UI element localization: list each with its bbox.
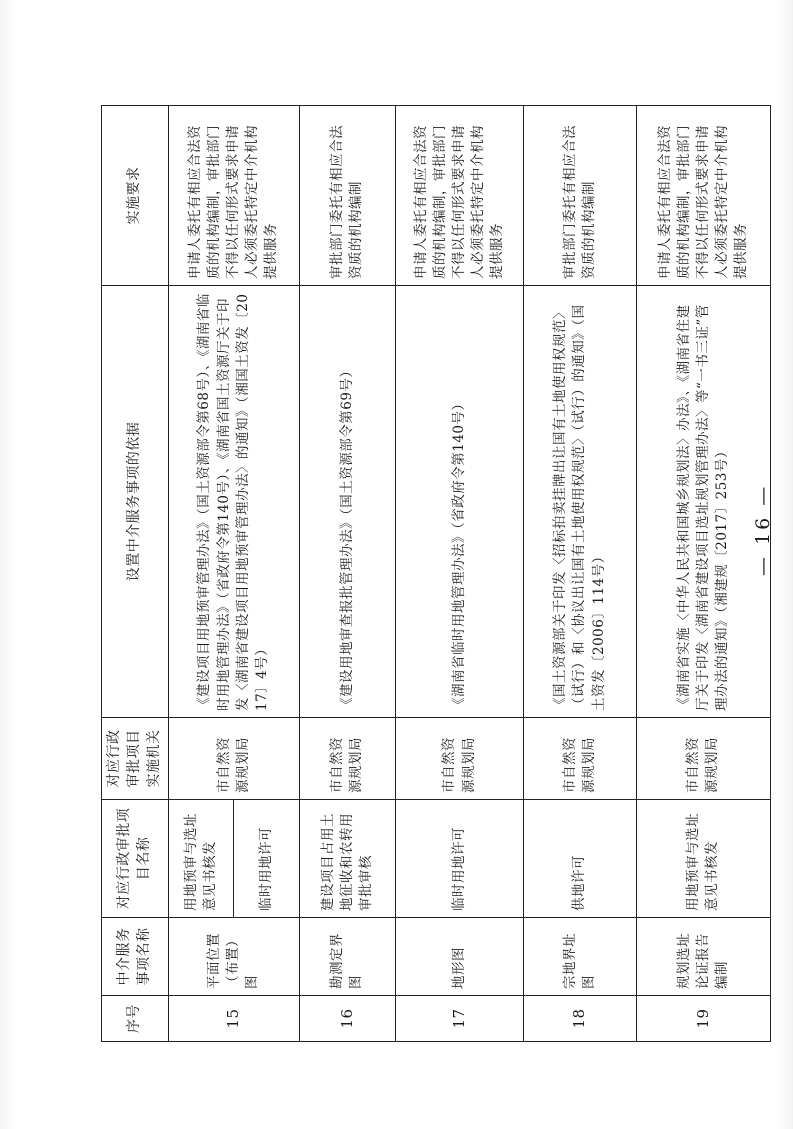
row-admin-item: 建设项目占用土地征收和农转用审批审核 — [299, 800, 395, 918]
row-requirement: 审批部门委托有相应合法资质的机构编制 — [524, 106, 637, 286]
row-authority: 市自然资源规划局 — [168, 718, 299, 800]
row-seq: 16 — [299, 996, 395, 1042]
row-agency-item: 地形图 — [396, 918, 524, 996]
table-row — [168, 106, 234, 1042]
table-row — [524, 106, 637, 1042]
row-basis: 《湖南省临时用地管理办法》（省政府令第140号） — [396, 286, 524, 718]
row-seq: 19 — [636, 996, 770, 1042]
row-admin-item: 供地许可 — [524, 800, 637, 918]
page-number: — 16 — — [752, 483, 774, 576]
row-agency-item: 宗地界址图 — [524, 918, 637, 996]
row-admin-item: 临时用地许可 — [396, 800, 524, 918]
header-seq: 序号 — [102, 996, 169, 1042]
intermediary-services-table — [101, 105, 771, 1042]
table-row — [299, 106, 395, 1042]
header-agency-item: 中介服务事项名称 — [102, 918, 169, 996]
rotated-table-container — [101, 106, 771, 1042]
row-authority: 市自然资源规划局 — [524, 718, 637, 800]
row-requirement: 审批部门委托有相应合法资质的机构编制 — [299, 106, 395, 286]
row-authority: 市自然资源规划局 — [396, 718, 524, 800]
row-admin-item: 用地预审与选址意见书核发 — [636, 800, 770, 918]
table-row — [636, 106, 770, 1042]
row-seq: 18 — [524, 996, 637, 1042]
row-requirement: 申请人委托有相应合法资质的机构编制，审批部门不得以任何形式要求申请人必须委托特定中介机构提供服务 — [168, 106, 299, 286]
row-agency-item: 平面位置（布置）图 — [168, 918, 299, 996]
row-agency-item: 勘测定界图 — [299, 918, 395, 996]
row-admin-item: 临时用地许可 — [234, 800, 300, 918]
row-seq: 15 — [168, 996, 299, 1042]
page-number-container — [752, 483, 782, 576]
row-admin-item: 用地预审与选址意见书核发 — [168, 800, 234, 918]
row-agency-item: 规划选址论证报告编制 — [636, 918, 770, 996]
row-authority: 市自然资源规划局 — [299, 718, 395, 800]
header-admin-item: 对应行政审批项目名称 — [102, 800, 169, 918]
row-basis: 《建设用地审查报批管理办法》（国土资源部令第69号） — [299, 286, 395, 718]
header-authority: 对应行政审批项目实施机关 — [102, 718, 169, 800]
row-authority: 市自然资源规划局 — [636, 718, 770, 800]
header-requirement: 实施要求 — [102, 106, 169, 286]
row-requirement: 申请人委托有相应合法资质的机构编制，审批部门不得以任何形式要求申请人必须委托特定中介机构提供服务 — [636, 106, 770, 286]
row-basis: 《国土资源部关于印发〈招标拍卖挂牌出让国有土地使用权规范〉（试行）和〈协议出让国有土地使用权规范〉（试行）的通知》（国土资发〔2006〕114号） — [524, 286, 637, 718]
header-basis: 设置中介服务事项的依据 — [102, 286, 169, 718]
table-row — [396, 106, 524, 1042]
row-seq: 17 — [396, 996, 524, 1042]
table-header-row — [102, 106, 169, 1042]
row-requirement: 申请人委托有相应合法资质的机构编制，审批部门不得以任何形式要求申请人必须委托特定中介机构提供服务 — [396, 106, 524, 286]
row-basis: 《建设项目用地预审管理办法》（国土资源部令第68号）、《湖南省临时用地管理办法》（省政府令第140号）、《湖南省国土资源厅关于印发〈湖南省建设项目用地预审管理办法〉的通知》（湘国土资发〔2017〕4号） — [168, 286, 299, 718]
row-basis: 《湖南省实施〈中华人民共和国城乡规划法〉办法》、《湖南省住建厅关于印发〈湖南省建设项目选址规划管理办法〉等“一书三证”管理办法的通知》（湘建规〔2017〕253号） — [636, 286, 770, 718]
